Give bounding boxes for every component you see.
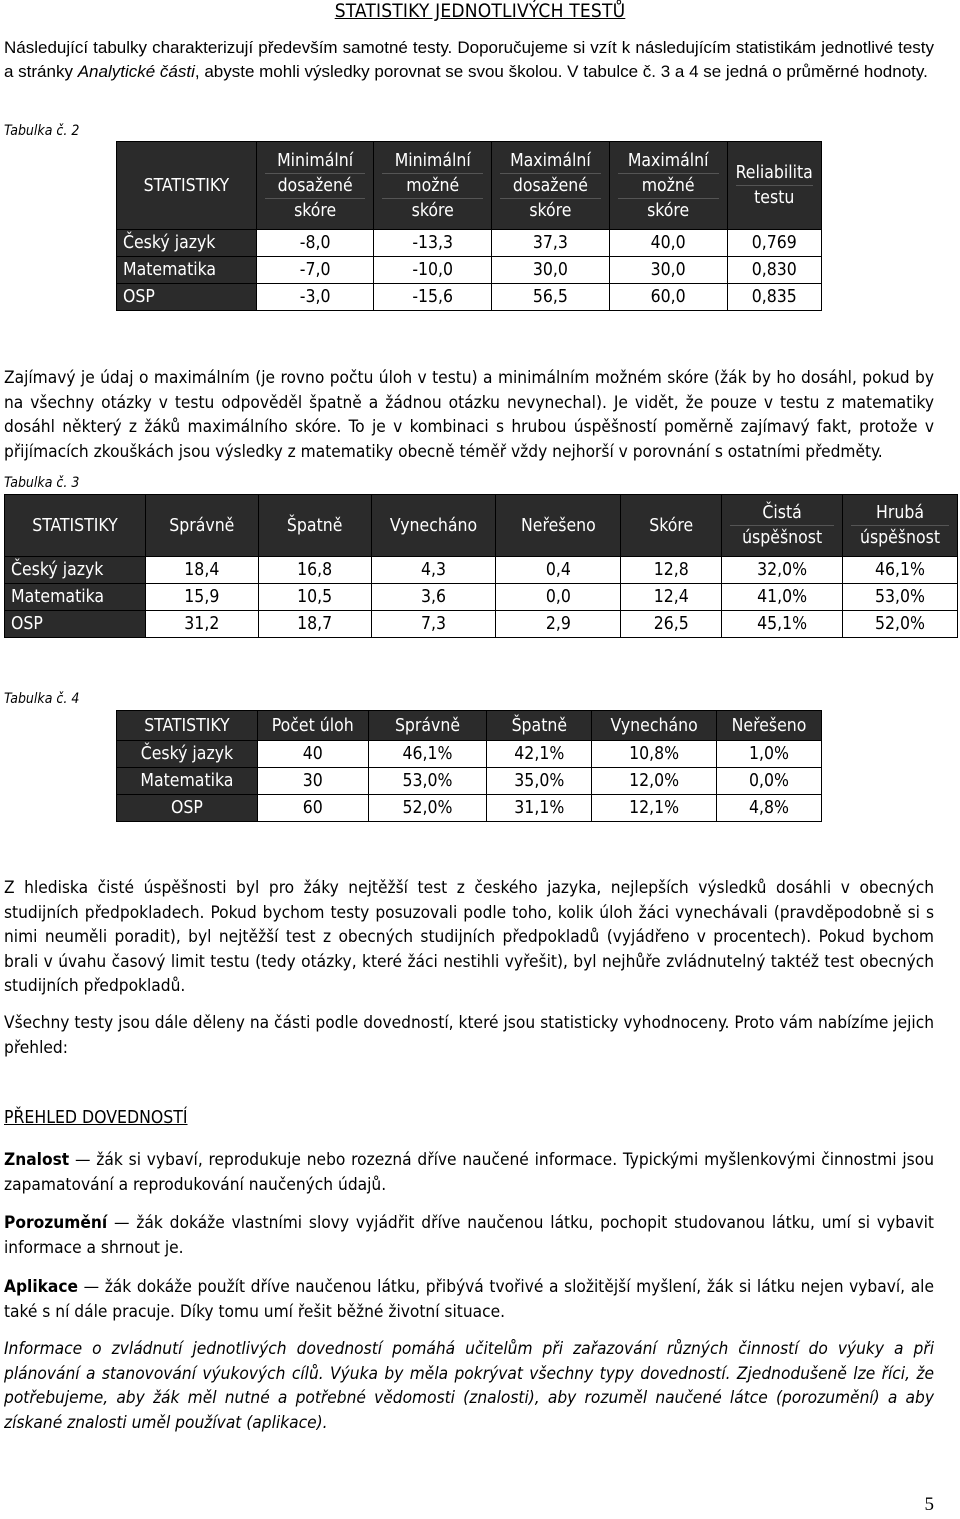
table-cell: 10,5 (258, 584, 371, 611)
table-cell: 41,0% (722, 584, 843, 611)
table-cell: 53,0% (368, 768, 487, 795)
table-cell: 35,0% (487, 768, 592, 795)
table3-header-text: Skóre (649, 515, 694, 536)
table-cell: 60 (257, 795, 368, 822)
intro-paragraph (4, 36, 934, 84)
table-row (117, 257, 822, 284)
table-cell: -13,3 (374, 230, 492, 257)
table-cell: 12,1% (592, 795, 717, 822)
table-cell: 60,0 (609, 284, 727, 311)
table4-header-cell: STATISTIKY (117, 711, 258, 741)
table-cell: 16,8 (258, 557, 371, 584)
table4-header-row (117, 711, 822, 741)
table-cell: 56,5 (492, 284, 610, 311)
table-cell: 2,9 (496, 611, 621, 638)
table2-header-text: Minimální (394, 150, 471, 171)
row-header: Matematika (117, 768, 258, 795)
table3-header-text: Neřešeno (521, 515, 596, 536)
skill-understanding (4, 1211, 934, 1260)
table-cell: 53,0% (843, 584, 958, 611)
table-cell: 40,0 (609, 230, 727, 257)
table-cell: -15,6 (374, 284, 492, 311)
skill-knowledge (4, 1148, 934, 1197)
table-cell: 10,8% (592, 741, 717, 768)
table2-caption: Tabulka č. 2 (4, 123, 80, 139)
table-row (117, 795, 822, 822)
table-cell: 4,3 (371, 557, 496, 584)
table2-header-text: skóre (529, 200, 572, 221)
table3-header-cell (843, 495, 958, 557)
intro-text-2: , abyste mohli výsledky porovnat se svou školou. V tabulce č. 3 a 4 se jedná o průměrné hodnoty. (194, 62, 928, 81)
table2-header-text: možné (406, 175, 460, 196)
skill-term: Porozumění (4, 1213, 108, 1233)
skill-description: žák dokáže vlastními slovy vyjádřit dříve naučenou látku, pochopit studovanou látku, umí si vybavit informace a shrnout je. (4, 1213, 934, 1258)
table-cell: 18,4 (145, 557, 258, 584)
table2-header-cell (117, 142, 257, 230)
table-cell: 52,0% (843, 611, 958, 638)
table2-header-text: skóre (411, 200, 454, 221)
table4-header-cell: Špatně (487, 711, 592, 741)
table-row (5, 557, 958, 584)
table-cell: 1,0% (717, 741, 822, 768)
closing-note: Informace o zvládnutí jednotlivých dovedností pomáhá učitelům při zařazování různých činností do výuky a při plánování a stanovování výukových cílů. Výuka by měla pokrývat všechny typy dovedností. Zjednodušeně lze říci, že potřebujeme, aby žák měl nutné a potřebné vědomosti (znalosti), aby rozuměl naučené látce (porozumění) a aby získané znalosti uměl používat (aplikace). (4, 1339, 934, 1433)
table2-header-cell (609, 142, 727, 230)
table-cell: 26,5 (621, 611, 722, 638)
table-2 (116, 141, 822, 311)
table-row (117, 741, 822, 768)
table2-header-cell (727, 142, 821, 230)
table-cell: 30,0 (609, 257, 727, 284)
table-cell: 30 (257, 768, 368, 795)
table-cell: 45,1% (722, 611, 843, 638)
row-header: Matematika (117, 257, 257, 284)
table3-header-text: úspěšnost (859, 528, 941, 548)
table-cell: 12,8 (621, 557, 722, 584)
page-title: STATISTIKY JEDNOTLIVÝCH TESTŮ (334, 0, 626, 22)
table-cell: 0,0% (717, 768, 822, 795)
skill-application (4, 1275, 934, 1324)
table4-caption: Tabulka č. 4 (4, 691, 80, 707)
table3-header-text: úspěšnost (742, 528, 823, 548)
skill-description: žák dokáže použít dříve naučenou látku, přibývá tvořivé a složitější myšlení, žák si látku nejen vybaví, ale také s ní dále pracuje. Díky tomu umí řešit běžné životní situace. (4, 1277, 934, 1322)
skill-dash: — (107, 1213, 137, 1233)
paragraph-success-analysis: Z hlediska čisté úspěšnosti byl pro žáky nejtěžší test z českého jazyka, nejlepších výsledků dosáhli v obecných studijních předpokladech. Pokud bychom testy posuzovali podle toho, kolik úloh žáci vynechávali (pravděpodobně si s nimi neuměli poradit), byl nejtěžší test z obecných studijních předpokladů (vyjádřeno v procentech). Pokud bychom brali v úvahu časový limit testu (tedy otázky, které žáci nestihli vyřešit), byl nejhůře zvládnutelný taktéž test obecných studijních předpokladů. (4, 878, 934, 996)
table-cell: 31,2 (145, 611, 258, 638)
table3-header-text: Špatně (286, 515, 343, 536)
table3-header-cell (145, 495, 258, 557)
table-cell: -3,0 (256, 284, 374, 311)
row-header: Matematika (5, 584, 146, 611)
table4-header-cell: Neřešeno (717, 711, 822, 741)
skill-dash: — (69, 1150, 97, 1170)
table-4 (116, 710, 822, 822)
paragraph-max-min-score: Zajímavý je údaj o maximálním (je rovno počtu úloh v testu) a minimálním možném skóre (žák by ho dosáhl, pokud by na všechny otázky v testu odpověděl špatně a žádnou otázku nevynechal). Je vidět, že pouze v testu z matematiky dosáhl některý z žáků maximálního skóre. To je v kombinaci s hrubou úspěšností poměrně zajímavý fakt, protože v přijímacích zkouškách jsou výsledky z matematiky obecně téměř vždy nejhorší v porovnání s ostatními předměty. (4, 368, 934, 462)
table3-header-row (5, 495, 958, 557)
table2-header-text: Maximální (627, 150, 709, 171)
page-number: 5 (924, 1494, 934, 1515)
paragraph-skills-intro: Všechny testy jsou dále děleny na části podle dovedností, které jsou statisticky vyhodnoceny. Proto vám nabízíme jejich přehled: (4, 1013, 934, 1058)
table-cell: 3,6 (371, 584, 496, 611)
table3-header-text: Hrubá (876, 503, 924, 523)
table-cell: 30,0 (492, 257, 610, 284)
table-row (117, 230, 822, 257)
table2-header-text: dosažené (277, 175, 353, 196)
table-cell: 7,3 (371, 611, 496, 638)
table3-header-text: Čistá (762, 503, 802, 523)
skill-description: žák si vybaví, reprodukuje nebo rozezná dříve naučené informace. Typickými myšlenkovými činnostmi jsou zapamatování a reprodukování naučených údajů. (4, 1150, 935, 1195)
row-header: Český jazyk (117, 741, 258, 768)
table2-header-text: možné (641, 175, 695, 196)
table3-header-cell (371, 495, 496, 557)
table-cell: 52,0% (368, 795, 487, 822)
table2-header-text: dosažené (512, 175, 588, 196)
table-cell: 0,0 (496, 584, 621, 611)
table-cell: 0,769 (727, 230, 821, 257)
skill-term: Znalost (4, 1150, 70, 1170)
table-cell: 15,9 (145, 584, 258, 611)
table-cell: 18,7 (258, 611, 371, 638)
row-header: OSP (117, 284, 257, 311)
table-cell: 46,1% (843, 557, 958, 584)
table-cell: 0,4 (496, 557, 621, 584)
table-cell: 32,0% (722, 557, 843, 584)
table4-header-cell: Vynecháno (592, 711, 717, 741)
table2-header-cell (256, 142, 374, 230)
table2-header-cell (492, 142, 610, 230)
table-cell: -7,0 (256, 257, 374, 284)
table-cell: 0,835 (727, 284, 821, 311)
table-row (117, 284, 822, 311)
row-header: Český jazyk (117, 230, 257, 257)
table-row (5, 611, 958, 638)
table3-header-text: Správně (169, 515, 235, 536)
table-cell: 42,1% (487, 741, 592, 768)
table-cell: -10,0 (374, 257, 492, 284)
table2-header-cell (374, 142, 492, 230)
table4-header-cell: Počet úloh (257, 711, 368, 741)
table3-header-text: STATISTIKY (32, 515, 118, 536)
skill-dash: — (78, 1277, 105, 1297)
row-header: OSP (117, 795, 258, 822)
table2-header-text: Reliabilita (735, 163, 813, 183)
table2-header-text: Minimální (277, 150, 354, 171)
table3-caption: Tabulka č. 3 (4, 475, 80, 491)
table-cell: 37,3 (492, 230, 610, 257)
table-cell: 12,0% (592, 768, 717, 795)
table-cell: 31,1% (487, 795, 592, 822)
table-cell: -8,0 (256, 230, 374, 257)
table-3 (4, 494, 958, 638)
table3-header-text: Vynecháno (389, 515, 478, 536)
table-cell: 46,1% (368, 741, 487, 768)
table2-header-text: Maximální (510, 150, 591, 171)
table4-header-cell: Správně (368, 711, 487, 741)
table2-header-text: STATISTIKY (143, 175, 230, 196)
table-row (5, 584, 958, 611)
table2-header-text: skóre (647, 200, 690, 221)
section-title: PŘEHLED DOVEDNOSTÍ (4, 1108, 188, 1128)
table2-header-text: testu (754, 188, 795, 208)
table3-header-cell (5, 495, 146, 557)
table3-header-cell (621, 495, 722, 557)
row-header: Český jazyk (5, 557, 146, 584)
row-header: OSP (5, 611, 146, 638)
table-cell: 12,4 (621, 584, 722, 611)
table3-header-cell (258, 495, 371, 557)
skill-term: Aplikace (4, 1277, 78, 1297)
intro-italic-link-text: Analytické části (77, 62, 195, 81)
intro-text-1: Následující tabulky charakterizují především samotné testy. Doporučujeme si vzít k následujícím statistikám jednotlivé testy a stránky (4, 38, 934, 81)
table-row (117, 768, 822, 795)
table2-header-row (117, 142, 822, 230)
table3-header-cell (496, 495, 621, 557)
table2-header-text: skóre (294, 200, 337, 221)
table-cell: 4,8% (717, 795, 822, 822)
table-cell: 40 (257, 741, 368, 768)
table-cell: 0,830 (727, 257, 821, 284)
table3-header-cell (722, 495, 843, 557)
